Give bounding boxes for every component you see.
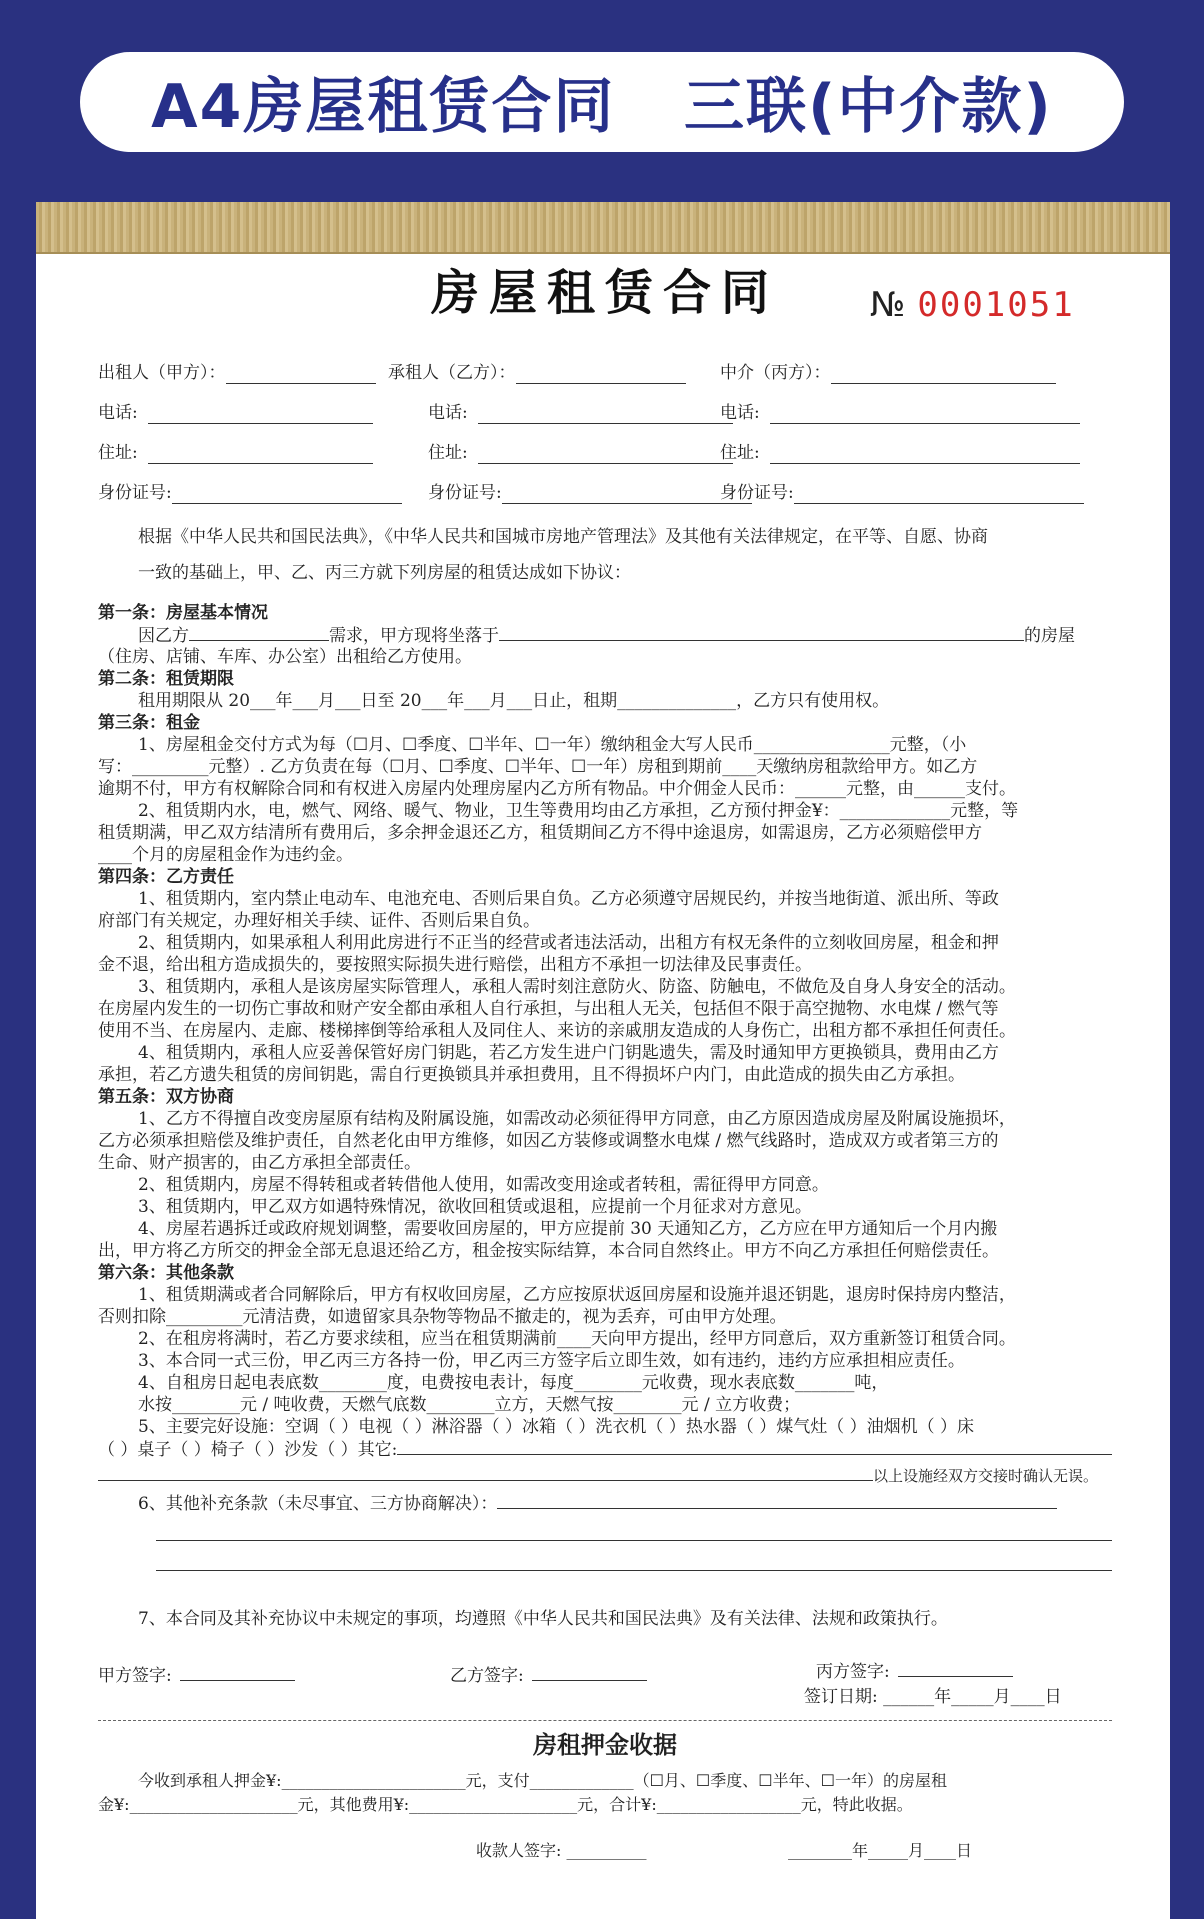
- article-6-line: 水按________元 / 吨收费，天燃气底数________立方，天燃气按________元 / 立方收费；: [138, 1395, 801, 1415]
- article-1-title: 第一条：房屋基本情况: [98, 603, 268, 623]
- article-6-line: 4、自租房日起电表底数________度，电费按电表计，每度________元收费，现水表底数_______吨，: [138, 1373, 889, 1393]
- article-4-line: 3、租赁期内，承租人是该房屋实际管理人，承租人需时刻注意防火、防盗、防触电，不做危及自身人身安全的活动。: [138, 977, 1016, 997]
- agent-field[interactable]: [831, 365, 1056, 384]
- article-6-title: 第六条：其他条款: [98, 1263, 234, 1283]
- article-3-title: 第三条：租金: [98, 713, 200, 733]
- lessee-address-label: 住址:: [428, 443, 468, 463]
- lessee-phone-field[interactable]: [478, 405, 733, 424]
- article-4-line: 2、租赁期内，如果承租人利用此房进行不正当的经营或者违法活动，出租方有权无条件的立刻收回房屋，租金和押: [138, 933, 999, 953]
- article-1-line: （住房、店铺、车库、办公室）出租给乙方使用。: [98, 647, 472, 667]
- article-5-line: 2、租赁期内，房屋不得转租或者转借他人使用，如需改变用途或者转租，需征得甲方同意。: [138, 1175, 829, 1195]
- article-6-confirm-row: [98, 1464, 1112, 1487]
- lessor-phone-label: 电话:: [98, 403, 138, 423]
- party-row-id: [98, 482, 1112, 512]
- lessee-id-label: 身份证号:: [428, 483, 502, 503]
- lessee-id-field[interactable]: [502, 485, 752, 504]
- article-6-line: 6、其他补充条款（未尽事宜、三方协商解决）：: [98, 1492, 1152, 1515]
- product-title: A4房屋租赁合同 三联(中介款): [151, 72, 1053, 142]
- receipt-line: 金¥:_____________________元，其他费用¥:_____________________元，合计¥:__________________元，特此收据。: [98, 1795, 913, 1814]
- article-4-line: 在房屋内发生的一切伤亡事故和财产安全都由承租人自行承担，与出租人无关，包括但不限于高空抛物、水电煤 / 燃气等: [98, 999, 999, 1019]
- serial-value: 0001051: [917, 285, 1075, 325]
- receipt-line: 今收到承租人押金¥:_______________________元，支付_____________（☐月、☐季度、☐半年、☐一年）的房屋租: [138, 1771, 947, 1790]
- lessor-address-label: 住址:: [98, 443, 138, 463]
- article-5-title: 第五条：双方协商: [98, 1087, 234, 1107]
- agent-address-field[interactable]: [770, 445, 1080, 464]
- article-6-line: 2、在租房将满时，若乙方要求续租，应当在租赁期满前____天向甲方提出，经甲方同意后，双方重新签订租赁合同。: [138, 1329, 1016, 1349]
- article-4-line: 4、租赁期内，承租人应妥善保管好房门钥匙，若乙方发生进户门钥匙遗失，需及时通知甲方更换锁具，费用由乙方: [138, 1043, 999, 1063]
- article-3-line: 逾期不付，甲方有权解除合同和有权进入房屋内处理房屋内乙方所有物品。中介佣金人民币：______元整，由______支付。: [98, 779, 1016, 799]
- serial-label: №: [870, 285, 906, 325]
- article-5-line: 3、租赁期内，甲乙双方如遇特殊情况，欲收回租赁或退租，应提前一个月征求对方意见。: [138, 1197, 812, 1217]
- article-6-line: 1、租赁期满或者合同解除后，甲方有权收回房屋，乙方应按原状返回房屋和设施并退还钥匙，退房时保持房内整洁，: [138, 1285, 1016, 1305]
- article-2-line: 租用期限从 20___年___月___日至 20___年___月___日止，租期______________，乙方只有使用权。: [138, 691, 890, 711]
- article-5-line: 1、乙方不得擅自改变房屋原有结构及附属设施，如需改动必须征得甲方同意，由乙方原因造成房屋及附属设施损坏，: [138, 1109, 1016, 1129]
- article-4-line: 金不退，给出租方造成损失的，要按照实际损失进行赔偿，出租方不承担一切法律及民事责任。: [98, 955, 812, 975]
- lessee-field[interactable]: [516, 365, 686, 384]
- article-4-line: 使用不当、在房屋内、走廊、楼梯摔倒等给承租人及同住人、来访的亲戚朋友造成的人身伤亡，出租方都不承担任何责任。: [98, 1021, 1016, 1041]
- party-b-signature: 乙方签字:: [450, 1664, 647, 1687]
- article-6-line: 3、本合同一式三份，甲乙丙三方各持一份，甲乙丙三方签字后立即生效，如有违约，违约方应承担相应责任。: [138, 1351, 965, 1371]
- party-a-signature: 甲方签字:: [98, 1664, 295, 1687]
- agent-id-field[interactable]: [794, 485, 1084, 504]
- article-4-title: 第四条：乙方责任: [98, 867, 234, 887]
- article-6-line: （ ）桌子（ ）椅子（ ）沙发（ ）其它:: [98, 1438, 1112, 1461]
- article-1-line: 因乙方 需求，甲方现将坐落于 的房屋: [138, 626, 1075, 646]
- lessee-need-field[interactable]: [189, 624, 329, 641]
- intro-line: 根据《中华人民共和国民法典》，《中华人民共和国城市房地产管理法》及其他有关法律规定，在平等、自愿、协商: [138, 527, 988, 547]
- other-facilities-field[interactable]: [397, 1438, 1112, 1455]
- party-row-address: [98, 442, 1112, 472]
- agent-phone-field[interactable]: [770, 405, 1080, 424]
- paper-binding-strip: [36, 202, 1170, 254]
- article-5-line: 4、房屋若遇拆迁或政府规划调整，需要收回房屋的，甲方应提前 30 天通知乙方，乙方应在甲方通知后一个月内搬: [138, 1219, 998, 1239]
- property-address-field[interactable]: [499, 624, 1024, 641]
- lessee-phone-label: 电话:: [428, 403, 468, 423]
- party-c-signature: 丙方签字:: [816, 1660, 1013, 1683]
- article-6-line: 否则扣除_________元清洁费，如遗留家具杂物等物品不撤走的，视为丢弃，可由甲方处理。: [98, 1307, 787, 1327]
- article-4-line: 承担，若乙方遗失租赁的房间钥匙，需自行更换锁具并承担费用，且不得损坏户内门，由此造成的损失由乙方承担。: [98, 1065, 965, 1085]
- contract-paper: [36, 202, 1170, 1919]
- lessor-field[interactable]: [226, 365, 376, 384]
- article-3-line: 2、租赁期内水，电，燃气、网络、暖气、物业，卫生等费用均由乙方承担，乙方预付押金¥：_____________元整，等: [138, 801, 1019, 821]
- facilities-confirm-note: 以上设施经双方交接时确认无误。: [873, 1467, 1099, 1485]
- receipt-date: ________年_____月____日: [788, 1841, 973, 1860]
- sign-date: 签订日期: ______年_____月____日: [804, 1687, 1062, 1707]
- agent-address-label: 住址:: [720, 443, 760, 463]
- article-3-line: ____个月的房屋租金作为违约金。: [98, 845, 353, 865]
- lessor-phone-field[interactable]: [148, 405, 373, 424]
- lessor-id-label: 身份证号:: [98, 483, 172, 503]
- lessor-label: 出租人（甲方）：: [98, 363, 226, 383]
- payee-signature: 收款人签字: __________: [476, 1841, 647, 1860]
- agent-phone-label: 电话:: [720, 403, 760, 423]
- party-row-name: [98, 362, 1112, 392]
- supplement-field[interactable]: [497, 1492, 1057, 1509]
- lessee-address-field[interactable]: [478, 445, 733, 464]
- article-6-line: 7、本合同及其补充协议中未规定的事项，均遵照《中华人民共和国民法典》及有关法律、法规和政策执行。: [138, 1609, 948, 1629]
- article-3-line: 写：_________元整）. 乙方负责在每（☐月、☐季度、☐半年、☐一年）房租到期前____天缴纳房租款给甲方。如乙方: [98, 757, 978, 777]
- agent-id-label: 身份证号:: [720, 483, 794, 503]
- lessor-id-field[interactable]: [172, 485, 402, 504]
- party-a-signature-field[interactable]: [180, 1664, 295, 1681]
- lessor-address-field[interactable]: [148, 445, 373, 464]
- article-2-title: 第二条：租赁期限: [98, 669, 234, 689]
- party-row-phone: [98, 402, 1112, 432]
- facilities-extra-field[interactable]: [98, 1464, 873, 1481]
- article-4-line: 府部门有关规定，办理好相关手续、证件、否则后果自负。: [98, 911, 540, 931]
- lessee-label: 承租人（乙方）：: [388, 363, 516, 383]
- intro-line: 一致的基础上，甲、乙、丙三方就下列房屋的租赁达成如下协议：: [138, 563, 631, 583]
- article-3-line: 租赁期满，甲乙双方结清所有费用后，多余押金退还乙方，租赁期间乙方不得中途退房，如需退房，乙方必须赔偿甲方: [98, 823, 982, 843]
- article-5-line: 生命、财产损害的，由乙方承担全部责任。: [98, 1153, 421, 1173]
- article-6-line: 5、主要完好设施：空调（ ）电视（ ）淋浴器（ ）冰箱（ ）洗衣机（ ）热水器（ ）煤气灶（ ）油烟机（ ）床: [138, 1417, 975, 1437]
- article-3-line: 1、房屋租金交付方式为每（☐月、☐季度、☐半年、☐一年）缴纳租金大写人民币________________元整，（小: [138, 735, 967, 755]
- agent-label: 中介（丙方）：: [720, 363, 831, 383]
- contract-title: 房屋租赁合同: [430, 265, 779, 321]
- receipt-tear-line: [98, 1720, 1112, 1721]
- party-c-signature-field[interactable]: [898, 1660, 1013, 1677]
- supplement-line[interactable]: [156, 1570, 1112, 1571]
- article-5-line: 乙方必须承担赔偿及维护责任，自然老化由甲方维修，如因乙方装修或调整水电煤 / 燃气线路时，造成双方或者第三方的: [98, 1131, 999, 1151]
- supplement-line[interactable]: [156, 1540, 1112, 1541]
- article-4-line: 1、租赁期内，室内禁止电动车、电池充电、否则后果自负。乙方必须遵守居规民约，并按当地街道、派出所、等政: [138, 889, 999, 909]
- serial-number: [870, 285, 1075, 325]
- party-b-signature-field[interactable]: [532, 1664, 647, 1681]
- product-title-banner: [80, 52, 1124, 152]
- receipt-title: 房租押金收据: [533, 1730, 677, 1759]
- article-5-line: 出，甲方将乙方所交的押金全部无息退还给乙方，租金按实际结算，本合同自然终止。甲方不向乙方承担任何赔偿责任。: [98, 1241, 999, 1261]
